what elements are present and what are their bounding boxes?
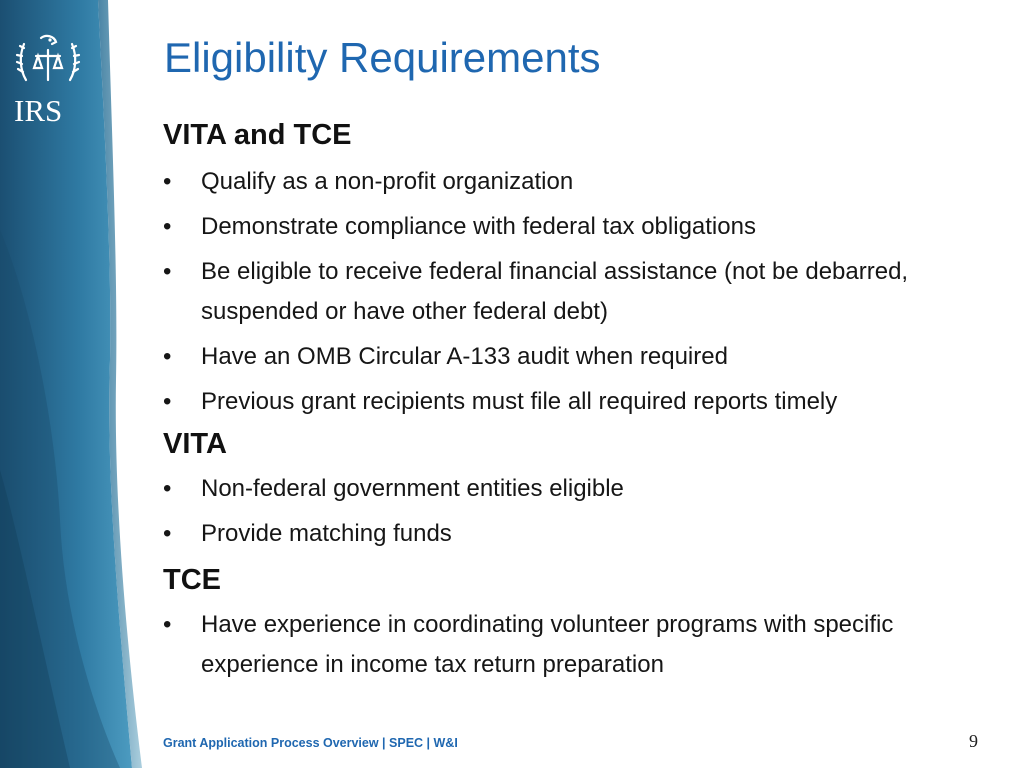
bullet-text: Qualify as a non-profit organization	[201, 168, 574, 195]
bullet-icon: •	[163, 213, 172, 240]
bullet-text: Be eligible to receive federal financial assistance (not be debarred, suspended or have other federal debt)	[201, 258, 909, 325]
irs-eagle-logo-icon	[14, 30, 82, 88]
list-item	[163, 382, 963, 422]
list-item	[163, 469, 963, 509]
section-heading-tce: TCE	[163, 564, 221, 596]
logo-text: IRS	[14, 93, 63, 128]
bullet-icon: •	[163, 343, 172, 370]
list-item	[163, 337, 963, 377]
page-number: 9	[969, 731, 978, 751]
bullet-text: Have experience in coordinating volunteer programs with specific experience in income tax return preparation	[201, 611, 894, 678]
bullet-text: Previous grant recipients must file all required reports timely	[201, 388, 838, 415]
bullet-list-vita-and-tce	[163, 162, 963, 422]
list-item	[163, 514, 963, 554]
section-heading-vita: VITA	[163, 428, 227, 460]
bullet-icon: •	[163, 258, 172, 285]
section-heading-vita-and-tce: VITA and TCE	[163, 119, 352, 151]
list-item	[163, 207, 963, 247]
bullet-text: Provide matching funds	[201, 520, 452, 547]
bullet-icon: •	[163, 475, 172, 502]
bullet-icon: •	[163, 168, 172, 195]
slide-footer: Grant Application Process Overview | SPEC | W&I	[163, 736, 458, 750]
irs-logo	[14, 30, 84, 126]
slide-content	[163, 116, 963, 690]
bullet-text: Demonstrate compliance with federal tax obligations	[201, 213, 756, 240]
list-item	[163, 252, 963, 332]
bullet-list-tce	[163, 605, 963, 685]
list-item	[163, 162, 963, 202]
bullet-icon: •	[163, 520, 172, 547]
bullet-text: Have an OMB Circular A-133 audit when required	[201, 343, 728, 370]
bullet-icon: •	[163, 388, 172, 415]
bullet-list-vita	[163, 469, 963, 554]
bullet-icon: •	[163, 611, 172, 638]
bullet-text: Non-federal government entities eligible	[201, 475, 624, 502]
list-item	[163, 605, 963, 685]
slide-title: Eligibility Requirements	[164, 34, 601, 81]
